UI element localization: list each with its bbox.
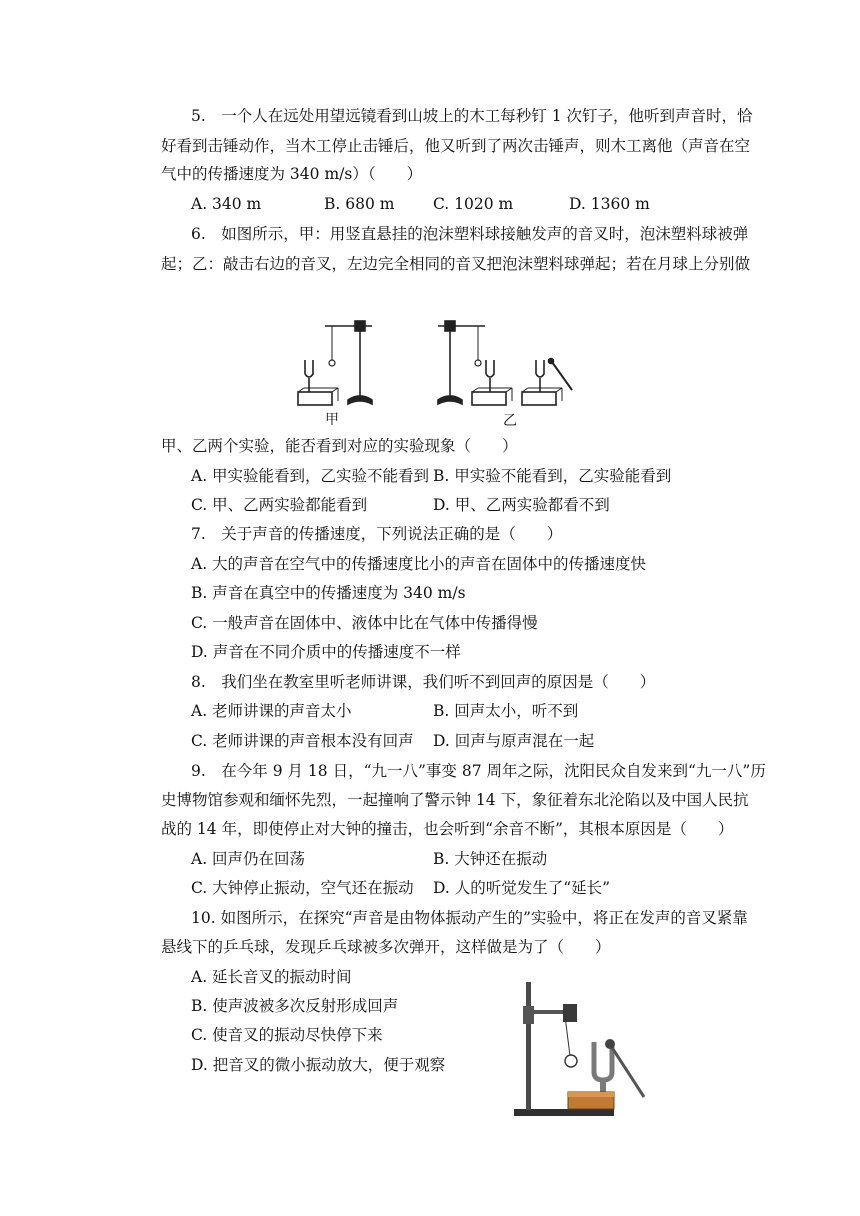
q5-option-d: D. 1360 m	[569, 195, 650, 213]
q7-option-a: A. 大的声音在空气中的传播速度比小的声音在固体中的传播速度快	[191, 555, 647, 573]
q10-option-d: D. 把音叉的微小振动放大，便于观察	[191, 1056, 446, 1074]
q6-option-c: C. 甲、乙两实验都能看到	[191, 496, 368, 514]
q10-option-c: C. 使音叉的振动尽快停下来	[191, 1026, 383, 1044]
q6-option-d: D. 甲、乙两实验都看不到	[433, 496, 610, 514]
q6-option-a: A. 甲实验能看到，乙实验不能看到	[191, 467, 430, 485]
q10-option-a: A. 延长音叉的振动时间	[191, 968, 352, 986]
q5-option-c: C. 1020 m	[433, 195, 514, 213]
q7-option-c: C. 一般声音在固体中、液体中比在气体中传播得慢	[191, 614, 538, 632]
q9-stem-line1: 9. 在今年 9 月 18 日，“九一八”事变 87 周年之际，沈阳民众自发来到“九一八”历	[191, 762, 766, 780]
q9-option-d: D. 人的听觉发生了“延长”	[433, 879, 611, 897]
q7-option-b: B. 声音在真空中的传播速度为 340 m/s	[191, 584, 466, 602]
stand-rod-icon	[526, 982, 531, 1110]
q5-option-a: A. 340 m	[191, 195, 262, 213]
q10-option-b: B. 使声波被多次反射形成回声	[191, 997, 399, 1015]
q8-option-a: A. 老师讲课的声音太小	[191, 702, 352, 720]
q5-stem-line3: 气中的传播速度为 340 m/s）（ ）	[161, 165, 423, 183]
figure-label-jia: 甲	[325, 412, 339, 428]
q5-stem-line1: 5. 一个人在远处用望远镜看到山坡上的木工每秒钉 1 次钉子，他听到声音时，恰	[191, 107, 753, 125]
figure-label-yi: 乙	[503, 413, 517, 429]
q6-option-b: B. 甲实验不能看到，乙实验能看到	[433, 467, 672, 485]
q8-option-c: C. 老师讲课的声音根本没有回声	[191, 732, 414, 750]
q5-stem-line2: 好看到击锤动作，当木工停止击锤后，他又听到了两次击锤声，则木工离他（声音在空	[161, 137, 751, 155]
q10-stem-line1: 10. 如图所示，在探究“声音是由物体振动产生的”实验中，将正在发声的音叉紧靠	[191, 909, 748, 927]
q9-option-a: A. 回声仍在回荡	[191, 850, 306, 868]
stand-yi-icon	[438, 321, 572, 405]
q6-stem-line2: 起；乙：敲击右边的音叉，左边完全相同的音叉把泡沫塑料球弹起；若在月球上分别做	[161, 255, 751, 273]
tuning-fork-figure-2	[508, 976, 658, 1126]
q9-stem-line3: 战的 14 年，即使停止对大钟的撞击，也会听到“余音不断”，其根本原因是（ ）	[161, 820, 734, 838]
q6-stem-line1: 6. 如图所示，甲：用竖直悬挂的泡沫塑料球接触发声的音叉时，泡沫塑料球被弹	[191, 225, 749, 243]
q5-option-b: B. 680 m	[324, 195, 395, 213]
q7-stem: 7. 关于声音的传播速度，下列说法正确的是（ ）	[191, 525, 563, 543]
ping-pong-ball-icon	[565, 1055, 577, 1067]
q9-option-c: C. 大钟停止振动，空气还在振动	[191, 879, 414, 897]
hammer-icon	[611, 1046, 644, 1097]
q8-stem: 8. 我们坐在教室里听老师讲课，我们听不到回声的原因是（ ）	[191, 673, 656, 691]
stand-base-icon	[514, 1109, 614, 1116]
q6-stem-line3: 甲、乙两个实验，能否看到对应的实验现象（ ）	[161, 437, 518, 455]
stand-jia-icon	[298, 321, 372, 405]
q8-option-b: B. 回声太小，听不到	[433, 702, 579, 720]
q7-option-d: D. 声音在不同介质中的传播速度不一样	[191, 643, 461, 661]
q10-stem-line2: 悬线下的乒乓球，发现乒乓球被多次弹开，这样做是为了（ ）	[161, 938, 611, 956]
tuning-fork-icon	[594, 1042, 612, 1094]
q8-option-d: D. 回声与原声混在一起	[433, 732, 595, 750]
q9-option-b: B. 大钟还在振动	[433, 850, 548, 868]
q9-stem-line2: 史博物馆参观和缅怀先烈，一起撞响了警示钟 14 下，象征着东北沦陷以及中国人民抗	[161, 791, 749, 809]
